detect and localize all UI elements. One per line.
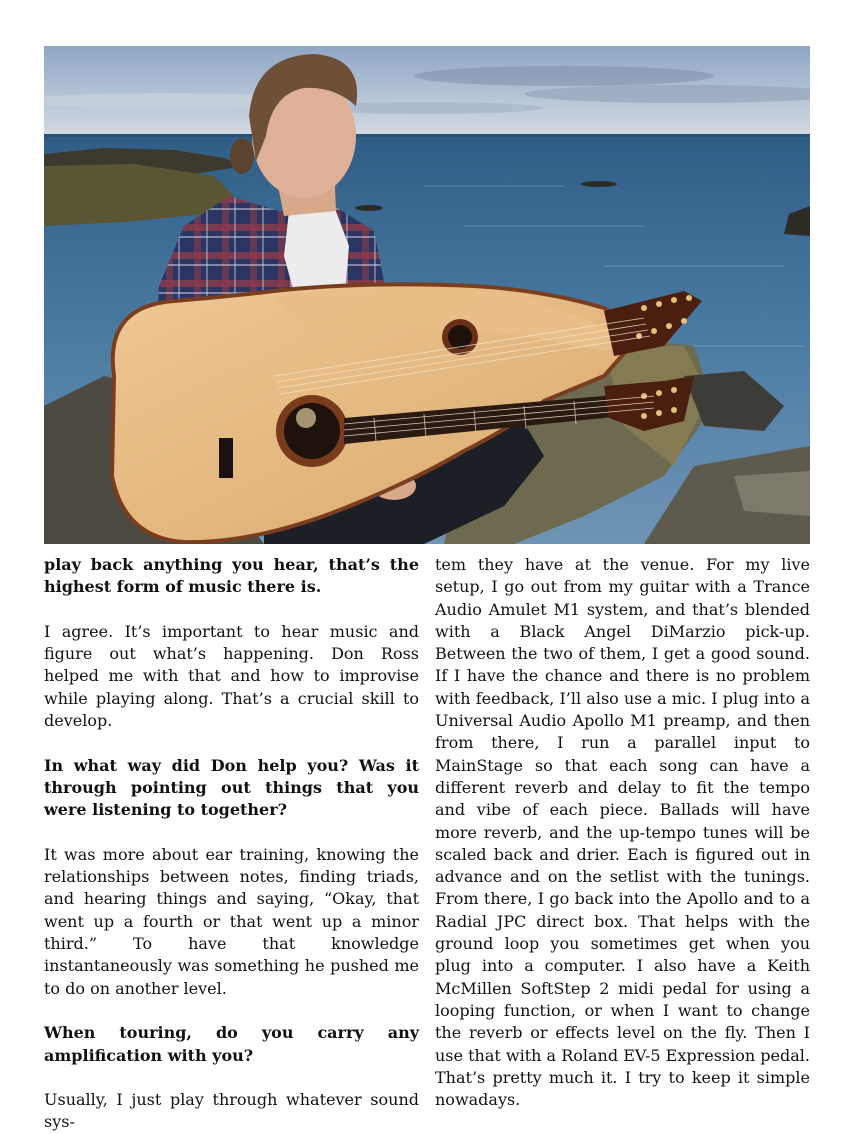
photo-harp-guitar-player	[44, 46, 810, 544]
interview-question: play back anything you hear, that’s the highest form of music there is.	[44, 555, 419, 597]
interview-answer: It was more about ear training, knowing the relationships between notes, finding triads, and hearing things and saying, “Okay, that went up a fourth or that went up a minor third.” To have that knowledge instantaneously was something he pushed me to do on another level.	[44, 844, 419, 998]
interview-answer: I agree. It’s important to hear music and figure out what’s happening. Don Ross helped me with that and how to improvise while playing along. That’s a crucial skill to develop.	[44, 621, 419, 731]
interview-answer: tem they have at the venue. For my live setup, I go out from my guitar with a Trance Audio Amulet M1 system, and that’s blended with a Black Angel DiMarzio pick-up. Between the two of them, I get a good sound. If I have the chance and there is no problem with feedback, I’ll also use a mic. I plug into a Universal Audio Apollo M1 preamp, and then from there, I run a parallel input to MainStage so that each song can have a different reverb and delay to fit the tempo and vibe of each piece. Ballads will have more reverb, and the up-tempo tunes will be scaled back and drier. Each is figured out in advance and on the setlist with the tunings. From there, I go back into the Apollo and to a Radial JPC direct box. That helps with the ground loop you sometimes get when you plug into a computer. I also have a Keith McMillen SoftStep 2 midi pedal for using a looping function, or when I want to change the reverb or effects level on the fly. Then I use that with a Roland EV-5 Expression pedal. That’s pretty much it. I try to keep it simple nowadays.	[435, 555, 810, 1110]
interview-question: In what way did Don help you? Was it through pointing out things that you were listening to together?	[44, 755, 419, 820]
interview-question: When touring, do you carry any amplification with you?	[44, 1023, 419, 1065]
right-column	[435, 554, 810, 1111]
photo-illustration	[44, 46, 810, 544]
left-column	[44, 554, 419, 1134]
interview-answer: Usually, I just play through whatever sound sys-	[44, 1090, 419, 1132]
